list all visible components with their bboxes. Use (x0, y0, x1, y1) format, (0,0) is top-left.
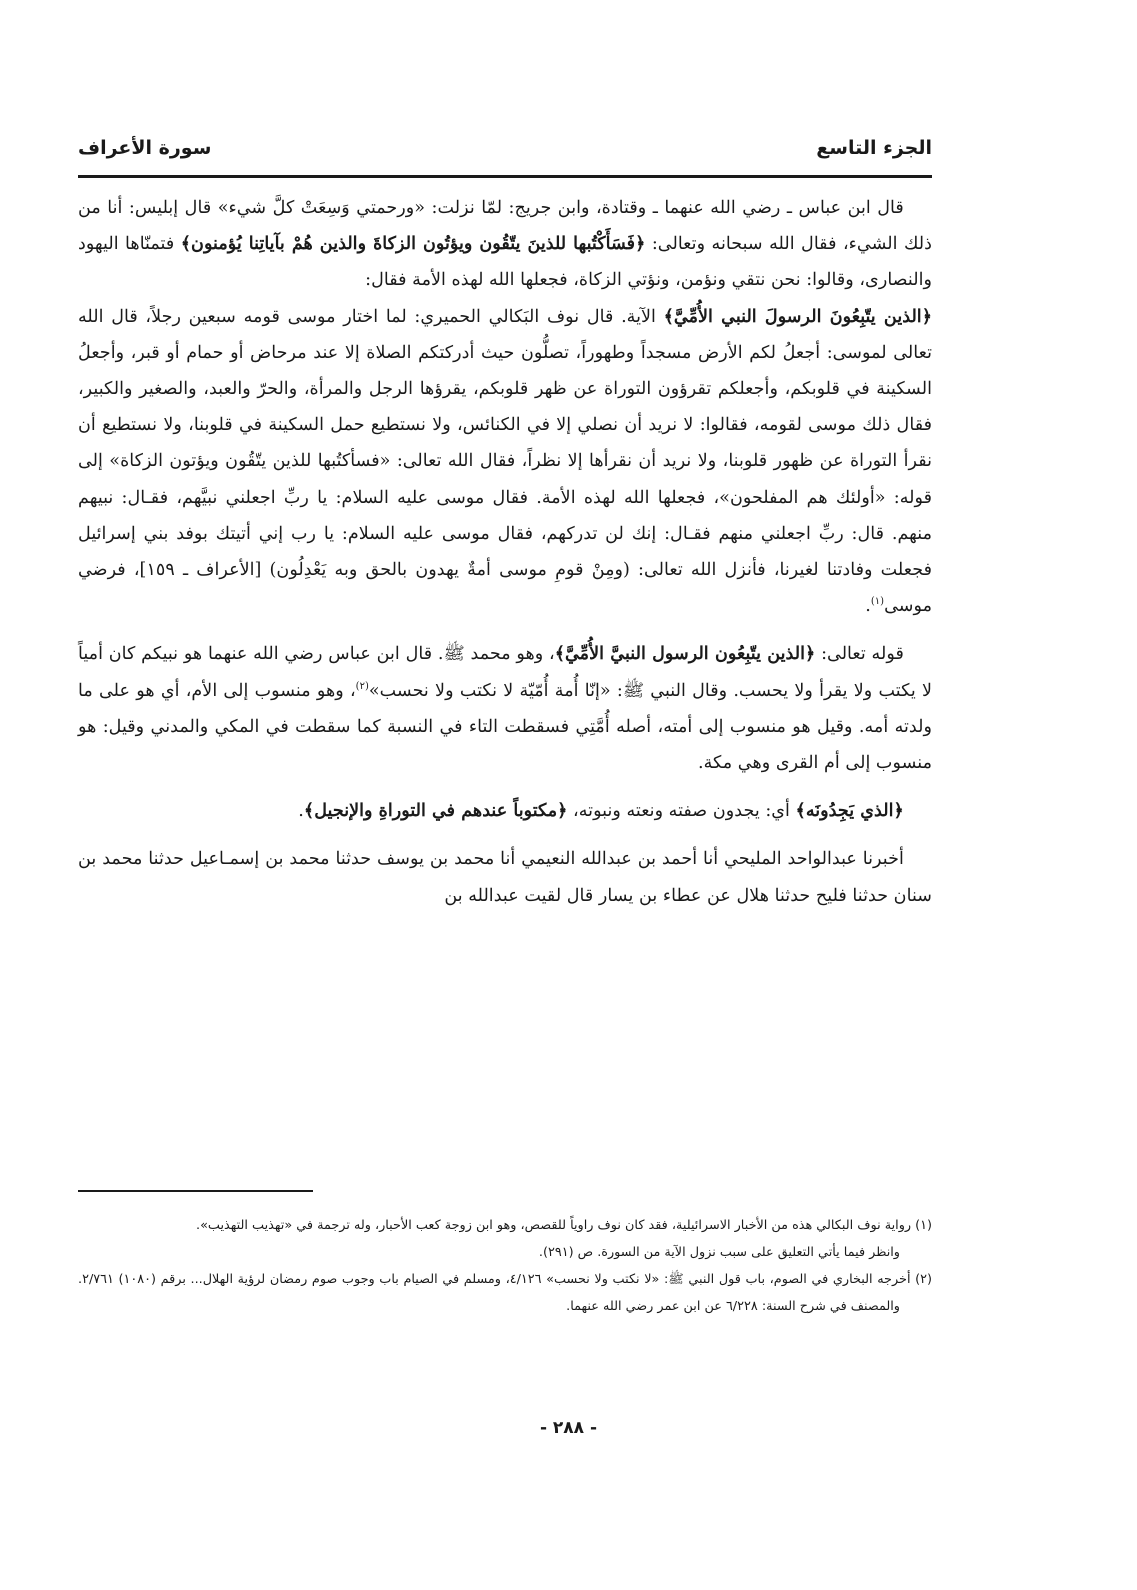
footnote-ref-2: (٢) (355, 680, 369, 692)
quran-quote: ﴿الذين يتّبِعُونَ الرسولَ النبي الأُمِّيَّ﴾ (663, 305, 933, 327)
juz-title: الجزء التاسع (816, 137, 932, 159)
footnote-ref-1: (١) (870, 596, 885, 608)
surah-title: سورة الأعراف (78, 137, 212, 159)
quran-quote: ﴿مكتوباً عندهم في التوراةِ والإنجيل﴾ (303, 800, 568, 822)
footnote-1-continued: وانظر فيما يأتي التعليق على سبب نزول الآية من السورة. ص (٢٩١). (538, 1245, 900, 1260)
paragraph-2: ﴿الذين يتّبِعُونَ الرسولَ النبي الأُمِّيَّ﴾ الآية. قال نوف البَكالي الحميري: لما اختار موسى قومه سبعين رجلاً، قال الله تعالى لموسى: أجعلُ لكم الأرض مسجداً وطهوراً، تصلُّون حيث أدركتكم الصلاة إلا عند مرحاض أو حمام أو قبر، وأجعلُ السكينة في قلوبكم، وأجعلكم تقرؤون التوراة عن ظهر قلوبكم، يقرؤها الرجل والمرأة، والحرّ والعبد، والصغير والكبير، فقال ذلك موسى لقومه، فقالوا: لا نريد أن نصلي إلا في الكنائس، ولا نستطيع حمل السكينة في قلوبنا، ولا نستطيع أن نقرأ التوراة عن ظهور قلوبنا، ولا نريد أن نقرأها إلا نظراً، فقال الله تعالى: «فسأكتُبها للذين يتّقُون ويؤتون الزكاة» إلى قوله: «أولئك هم المفلحون»، فجعلها الله لهذه الأمة. فقال موسى عليه السلام: يا ربِّ اجعلني نبيَّهم، فقـال: نبيهم منهم. قال: ربِّ اجعلني منهم فقـال: إنك لن تدركهم، فقال موسى عليه السلام: يا رب إني أتيتك بوفد بني إسرائيل فجعلت وفادتنا لغيرنا، فأنزل الله تعالى: (ومِنْ قومِ موسى أمةٌ يهدون بالحق وبه يَعْدِلُون) [الأعراف ـ ١٥٩]، فرضي موسى$^{(١)}$. (78, 305, 933, 617)
main-text (78, 190, 932, 914)
quran-quote: ﴿فَسَأَكْتُبها للذينَ يتّقُون ويؤتُون الزكاةَ والذين هُمْ بآياتِنا يُؤمنون﴾ (180, 233, 646, 255)
paragraph-5: أخبرنا عبدالواحد المليحي أنا أحمد بن عبدالله النعيمي أنا محمد بن يوسف حدثنا محمد بن إسمـاعيل حدثنا محمد بن سنان حدثنا فليح حدثنا هلال عن عطاء بن يسار قال لقيت عبدالله بن (78, 849, 932, 906)
header-divider (78, 175, 932, 178)
page-number: - ٢٨٨ - (539, 1418, 598, 1438)
footnotes (78, 1212, 932, 1320)
page-header (78, 128, 932, 168)
quran-quote: ﴿الذين يتّبِعُون الرسول النبيَّ الأُمِّيَّ﴾ (554, 643, 816, 665)
quran-quote: ﴿الذي يَجِدُونَه﴾ (795, 800, 904, 822)
paragraph-4: ﴿الذي يَجِدُونَه﴾ أي: يجدون صفته ونعته ونبوته، ﴿مكتوباً عندهم في التوراةِ والإنجيل﴾. (298, 800, 904, 822)
footnote-1: (١) رواية نوف البكالي هذه من الأخبار الاسرائيلية، فقد كان نوف راوياً للقصص، وهو ابن زوجة كعب الأحبار، وله ترجمة في «تهذيب التهذيب». (196, 1218, 932, 1233)
paragraph-3: قوله تعالى: ﴿الذين يتّبِعُون الرسول النبيَّ الأُمِّيَّ﴾، وهو محمد ﷺ. قال ابن عباس رضي الله عنهما هو نبيكم كان أمياً لا يكتب ولا يقرأ ولا يحسب. وقال النبي ﷺ: «إنّا أُمة أُمّيّة لا نكتب ولا نحسب»$^{(٢)}$، وهو منسوب إلى الأم، أي هو على ما ولدته أمه. وقيل هو منسوب إلى أمته، أصله أُمَّتِي فسقطت التاء في النسبة كما سقطت في المكي والمدني وقيل: هو منسوب إلى أم القرى وهي مكة. (78, 643, 932, 774)
paragraph-1: قال ابن عباس ـ رضي الله عنهما ـ وقتادة، وابن جريج: لمّا نزلت: «ورحمتي وَسِعَتْ كلَّ شيء» قال إبليس: أنا من ذلك الشيء، فقال الله سبحانه وتعالى: ﴿فَسَأَكْتُبها للذينَ يتّقُون ويؤتُون الزكاةَ والذين هُمْ بآياتِنا يُؤمنون﴾ فتمنّاها اليهود والنصارى، وقالوا: نحن نتقي ونؤمن، ونؤتي الزكاة، فجعلها الله لهذه الأمة فقال: (78, 198, 932, 291)
footnote-2: (٢) أخرجه البخاري في الصوم، باب قول النبي ﷺ: «لا نكتب ولا نحسب» ٤/١٢٦، ومسلم في الصيام باب وجوب صوم رمضان لرؤية الهلال... برقم (١٠٨٠) ٢/٧٦١. والمصنف في شرح السنة: ٦/٢٢٨ عن ابن عمر رضي الله عنهما. (78, 1272, 932, 1314)
